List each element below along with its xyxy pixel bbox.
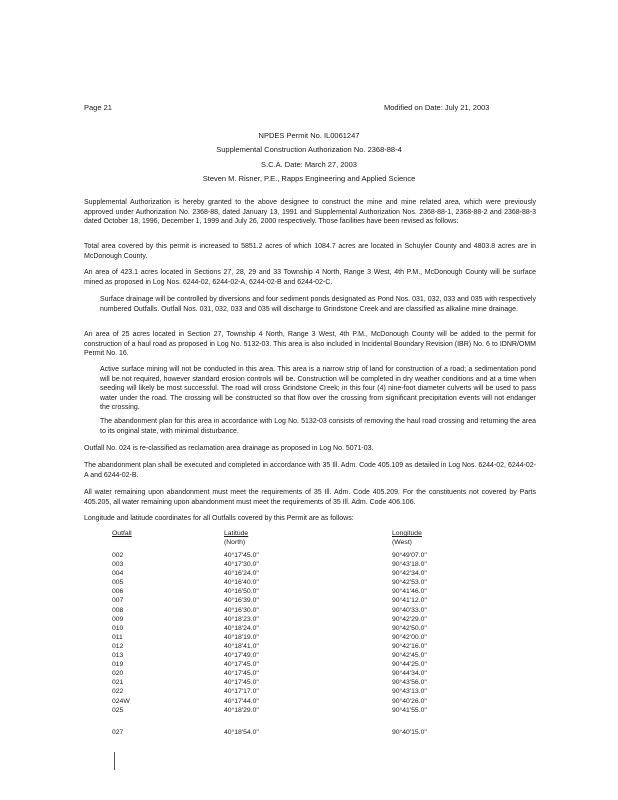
outfall-cell: 005 xyxy=(112,579,124,587)
table-row xyxy=(112,625,492,634)
outfall-cell: 008 xyxy=(112,606,124,614)
longitude-cell: 90°40'15.0" xyxy=(392,728,427,736)
outfall-cell: 006 xyxy=(112,588,124,596)
latitude-cell: 40°16'40.0" xyxy=(224,579,259,587)
author-line: Steven M. Risner, P.E., Rapps Engineering and Applied Science xyxy=(202,174,416,183)
outfall-cell: 011 xyxy=(112,633,123,641)
paragraph-total-area: Total area covered by this permit is increased to 5851.2 acres of which 1084.7 acres are located in Schuyler County and 4803.8 acres are in McDonough County. xyxy=(84,243,536,260)
paragraph-mined-area: An area of 423.1 acres located in Sections 27, 28, 29 and 33 Township 4 North, Range 3 West, 4th P.M., McDonough County will be surface mined as proposed in Log Nos. 6244-02, 6244-02-A, 6244-02-B and 6244-02-C. xyxy=(84,269,536,286)
latitude-cell: 40°18'29.0" xyxy=(224,706,259,714)
paragraph-outfall-024: Outfall No. 024 is re-classified as reclamation area drainage as proposed in Log No. 5071-03. xyxy=(84,445,374,452)
header-latitude-sub: (North) xyxy=(224,538,246,546)
latitude-cell: 40°17'45.0" xyxy=(224,670,259,678)
header-longitude xyxy=(392,530,422,547)
page-number: Page 21 xyxy=(84,103,112,112)
permit-number: NPDES Permit No. IL0061247 xyxy=(258,131,360,140)
longitude-cell: 90°43'18.0" xyxy=(392,561,427,569)
table-row xyxy=(112,597,492,606)
sca-date: S.C.A. Date: March 27, 2003 xyxy=(261,160,357,169)
outfall-cell: 013 xyxy=(112,652,124,660)
latitude-cell: 40°18'24.0" xyxy=(224,624,259,632)
table-row xyxy=(112,634,492,643)
outfall-cell: 002 xyxy=(112,552,124,559)
latitude-cell: 40°16'30.0" xyxy=(224,606,259,614)
paragraph-abandonment-plan: The abandonment plan shall be executed and completed in accordance with 35 Ill. Adm. Code 405.109 as detailed in Log Nos. 6244-02, 6244-02-A and 6244-02-B. xyxy=(84,462,536,479)
outfall-cell: 007 xyxy=(112,597,124,605)
outfall-cell: 010 xyxy=(112,624,124,632)
longitude-cell: 90°42'16.0" xyxy=(392,642,427,650)
table-row xyxy=(112,616,492,625)
table-row xyxy=(112,579,492,588)
outfall-cell: 004 xyxy=(112,570,124,578)
outfall-cell: 019 xyxy=(112,661,124,669)
table-row xyxy=(112,561,492,570)
table-row xyxy=(112,552,492,561)
outfall-cell: 022 xyxy=(112,688,124,696)
outfall-coordinates-table xyxy=(112,530,492,738)
longitude-cell: 90°42'45.0" xyxy=(392,652,427,660)
latitude-cell: 40°17'45.0" xyxy=(224,661,259,669)
outfall-cell: 012 xyxy=(112,642,124,650)
latitude-cell: 40°17'30.0" xyxy=(224,561,259,569)
longitude-cell: 90°41'46.0" xyxy=(392,588,427,596)
header-outfall xyxy=(112,530,132,539)
longitude-cell: 90°42'00.0" xyxy=(392,633,427,641)
table-body xyxy=(112,552,492,738)
longitude-cell: 90°41'55.0" xyxy=(392,706,427,714)
paragraph-abandonment-area: The abandonment plan for this area in accordance with Log No. 5132-03 consists of removing the haul road crossing and returning the area to its original state, with minimal disturbance. xyxy=(100,418,536,435)
outfall-cell: 003 xyxy=(112,561,124,569)
table-row xyxy=(112,643,492,652)
scan-mark xyxy=(114,752,115,770)
table-row xyxy=(112,698,492,707)
header-latitude xyxy=(224,530,248,547)
table-row xyxy=(112,707,492,716)
outfall-cell: 024W xyxy=(112,697,130,705)
modified-date: Modified on Date: July 21, 2003 xyxy=(384,103,490,112)
longitude-cell: 90°40'33.0" xyxy=(392,606,427,614)
outfall-cell: 009 xyxy=(112,615,124,623)
outfall-cell: 021 xyxy=(112,679,124,687)
longitude-cell: 90°42'50.0" xyxy=(392,624,427,632)
latitude-cell: 40°16'39.0" xyxy=(224,597,259,605)
paragraph-haul-road: An area of 25 acres located in Section 27, Township 4 North, Range 3 West, 4th P.M., McDonough County will be added to the permit for construction of a haul road as proposed in Log No. 5132-03. This area is also included in Incidental Boundary Revision (IBR) No. 6 to IDNR/OMM Permit No. 16. xyxy=(84,331,536,357)
latitude-cell: 40°18'23.0" xyxy=(224,615,259,623)
table-row xyxy=(112,716,492,725)
header-outfall-label: Outfall xyxy=(112,530,132,537)
latitude-cell: 40°18'19.0" xyxy=(224,633,259,641)
latitude-cell: 40°17'17.0" xyxy=(224,688,259,696)
table-row xyxy=(112,652,492,661)
longitude-cell: 90°41'12.0" xyxy=(392,597,427,605)
paragraph-water-remaining: All water remaining upon abandonment must meet the requirements of 35 Ill. Adm. Code 405.209. For the constituents not covered by Parts 405.205, all water remaining upon abandonment must meet the requirements of 35 Ill. Adm. Code 406.106. xyxy=(84,489,536,506)
outfall-cell: 020 xyxy=(112,670,124,678)
paragraph-coordinates-intro: Longitude and latitude coordinates for all Outfalls covered by this Permit are as follows: xyxy=(84,515,354,522)
longitude-cell: 90°43'56.0" xyxy=(392,679,427,687)
outfall-cell: 025 xyxy=(112,706,124,714)
latitude-cell: 40°16'24.0" xyxy=(224,570,259,578)
table-row xyxy=(112,679,492,688)
supplemental-authorization: Supplemental Construction Authorization No. 2368-88-4 xyxy=(216,145,402,154)
latitude-cell: 40°17'45.0" xyxy=(224,552,259,559)
latitude-cell: 40°18'54.0" xyxy=(224,728,259,736)
table-row xyxy=(112,729,492,738)
paragraph-active-mining: Active surface mining will not be conducted in this area. This area is a narrow strip of land for construction of a road; a sedimentation pond will be not required, however standard erosion controls will be. Construction will be completed in dry weather conditions and at a time when seeding will likely be most successful. The road will cross Grindstone Creek; in this four (4) nine-foot diameter culverts will be used to pass water under the road. The crossing will be constructed so that flow over the crossing from significant precipitation events will not endanger the crossing. xyxy=(100,366,536,411)
table-header xyxy=(112,530,492,552)
table-row xyxy=(112,670,492,679)
longitude-cell: 90°42'53.0" xyxy=(392,579,427,587)
longitude-cell: 90°44'34.0" xyxy=(392,670,427,678)
longitude-cell: 90°43'13.0" xyxy=(392,688,427,696)
header-latitude-label: Latitude xyxy=(224,530,249,537)
paragraph-authorization: Supplemental Authorization is hereby granted to the above designee to construct the mine and mine related area, which were previously approved under Authorization No. 2368-88, dated January 13, 1991 and Supplemental Authorization Nos. 2368-88-1, 2368-88-2 and 2368-88-3 dated October 18, 1996, December 1, 1999 and July 26, 2000 respectively. Those facilities have been revised as follows: xyxy=(84,199,536,225)
table-row xyxy=(112,588,492,597)
latitude-cell: 40°17'44.0" xyxy=(224,697,259,705)
table-row xyxy=(112,661,492,670)
longitude-cell: 90°49'07.0" xyxy=(392,552,427,559)
table-row xyxy=(112,688,492,697)
longitude-cell: 90°42'34.0" xyxy=(392,570,427,578)
table-row xyxy=(112,570,492,579)
header-longitude-sub: (West) xyxy=(392,538,412,546)
header-longitude-label: Longitude xyxy=(392,530,422,537)
table-row xyxy=(112,607,492,616)
latitude-cell: 40°17'49.0" xyxy=(224,652,259,660)
latitude-cell: 40°18'41.0" xyxy=(224,642,259,650)
latitude-cell: 40°17'45.0" xyxy=(224,679,259,687)
longitude-cell: 90°42'29.0" xyxy=(392,615,427,623)
outfall-cell: 027 xyxy=(112,728,124,736)
longitude-cell: 90°40'26.0" xyxy=(392,697,427,705)
longitude-cell: 90°44'25.0" xyxy=(392,661,427,669)
paragraph-surface-drainage: Surface drainage will be controlled by diversions and four sediment ponds designated as Pond Nos. 031, 032, 033 and 035 with respectively numbered Outfalls. Outfall Nos. 031, 032, 033 and 035 will discharge to Grindstone Creek and are classified as alkaline mine drainage. xyxy=(100,296,536,313)
latitude-cell: 40°16'50.0" xyxy=(224,588,259,596)
